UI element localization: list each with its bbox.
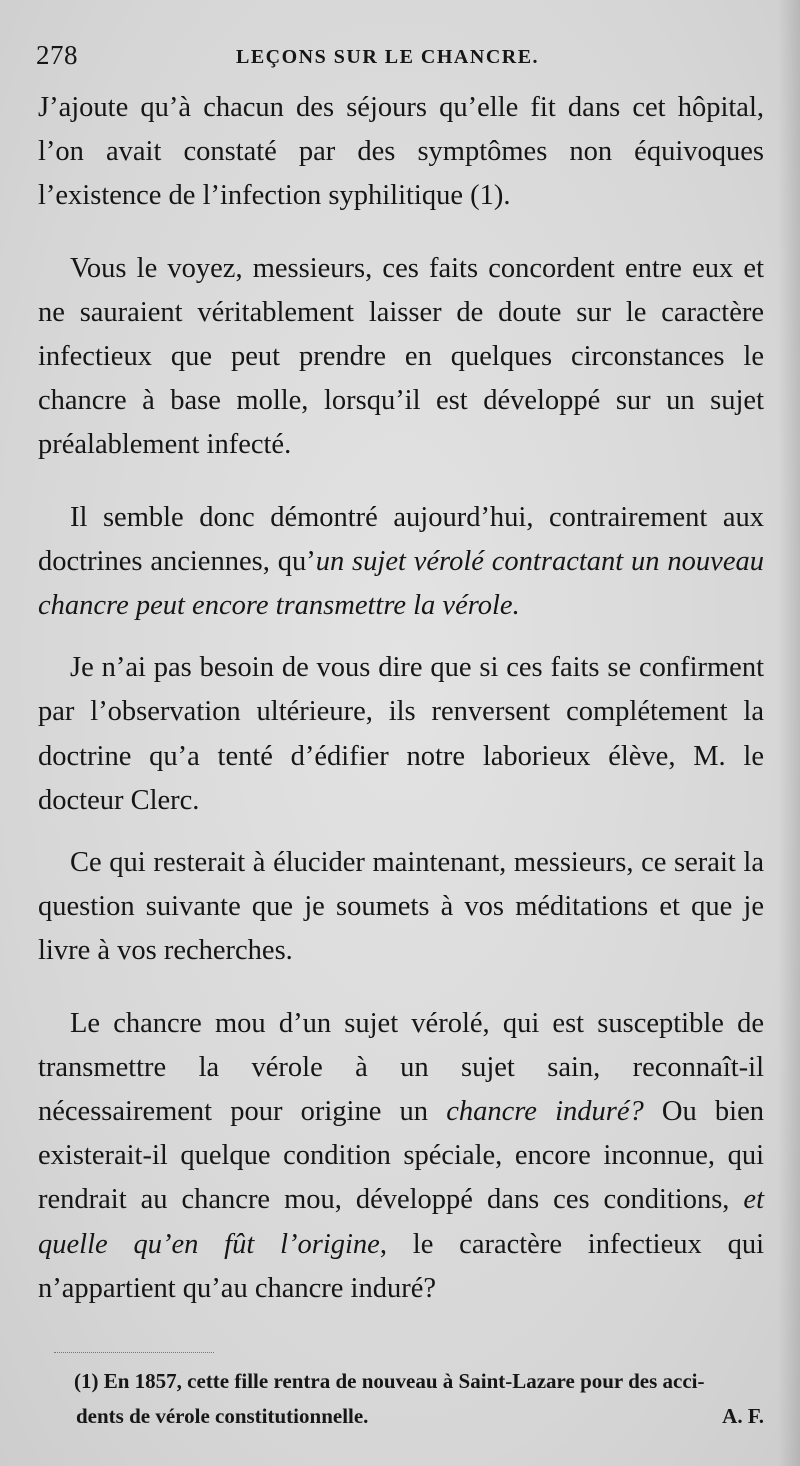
- paragraph-6-italic-a: chancre induré?: [446, 1096, 644, 1128]
- paragraph-6-text-b: Ou bien existerait-il quelque condition spéciale, encore inconnue, qui rendrait au chancre mou, développé dans ces conditions,: [38, 1096, 764, 1216]
- paragraph-3: [38, 496, 764, 629]
- paragraph-4: Je n’ai pas besoin de vous dire que si ces faits se confirment par l’observation ultérieure, ils renversent complétement la doctrine qu’a tenté d’édifier notre laborieux élève, M. le docteur Clerc.: [38, 652, 764, 816]
- footnote-line-1: (1) En 1857, cette fille rentra de nouveau à Saint-Lazare pour des acci-: [74, 1369, 705, 1393]
- footnote-line-2: [38, 1399, 764, 1434]
- paragraph-6-text-c: , le caractère infectieux qui n’appartient qu’au chancre induré?: [38, 1228, 764, 1304]
- paragraph-2: Vous le voyez, messieurs, ces faits concordent entre eux et ne sauraient véritablement laisser de doute sur le caractère infectieux que peut prendre en quelques circonstances le chancre à base molle, lorsqu’il est développé sur un sujet préalablement infecté.: [38, 252, 764, 461]
- paragraph-3-text: Il semble donc démontré aujourd’hui, contrairement aux doctrines anciennes, qu’: [38, 501, 764, 577]
- paragraph-6-italic-b: et quelle qu’en fût l’origine: [38, 1184, 764, 1260]
- paragraph-6: [38, 1002, 764, 1311]
- page-edge-shadow: [778, 0, 800, 1466]
- footnote-rule: [54, 1352, 214, 1353]
- page-number: 278: [36, 40, 78, 70]
- page-header: [36, 40, 764, 76]
- paragraph-3-italic: un sujet vérolé contractant un nouveau chancre peut encore transmettre la vérole.: [38, 545, 764, 622]
- footnote-initials: A. F.: [722, 1404, 764, 1428]
- paragraph-6-text-a: Le chancre mou d’un sujet vérolé, qui est susceptible de transmettre la vérole à un sujet sain, reconnaît-il nécessairement pour origine un: [38, 1007, 764, 1128]
- page-body: [38, 86, 764, 1311]
- footnote-line-2-text: dents de vérole constitutionnelle.: [76, 1404, 369, 1428]
- paragraph-5: Ce qui resterait à élucider maintenant, messieurs, ce serait la question suivante que je soumets à vos méditations et que je livre à vos recherches.: [38, 847, 764, 967]
- footnote: [38, 1364, 764, 1434]
- running-head: LEÇONS SUR LE CHANCRE.: [236, 46, 540, 68]
- paragraph-1: J’ajoute qu’à chacun des séjours qu’elle fit dans cet hôpital, l’on avait constaté par des symptômes non équivoques l’existence de l’infection syphilitique (1).: [38, 92, 764, 212]
